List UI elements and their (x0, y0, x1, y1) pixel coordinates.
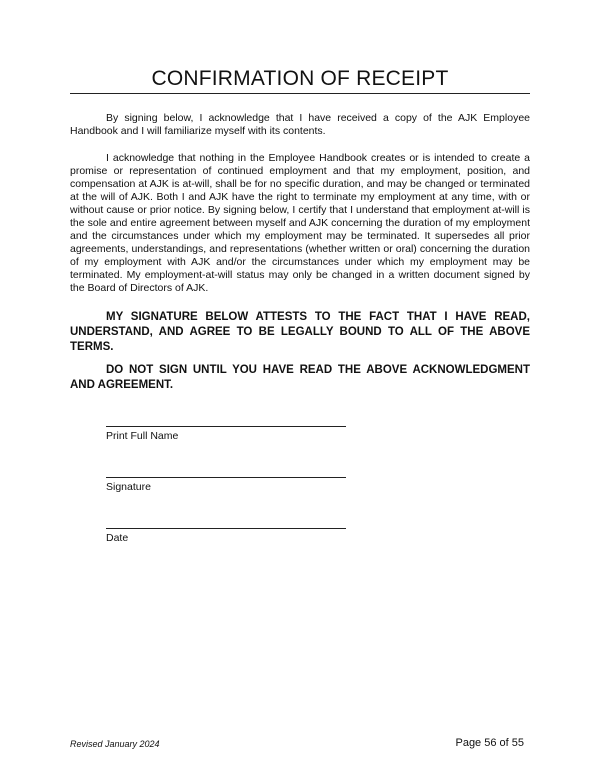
acknowledgment-paragraph: By signing below, I acknowledge that I have received a copy of the AJK Employee Handbook and I will familiarize myself with its contents. (70, 112, 530, 138)
page-title: CONFIRMATION OF RECEIPT (151, 67, 449, 90)
print-name-label: Print Full Name (106, 430, 179, 442)
attestation-statement: MY SIGNATURE BELOW ATTESTS TO THE FACT THAT I HAVE READ, UNDERSTAND, AND AGREE TO BE LEGALLY BOUND TO ALL OF THE ABOVE TERMS. (70, 311, 530, 353)
page-number: Page 56 of 55 (455, 737, 524, 749)
at-will-paragraph: I acknowledge that nothing in the Employee Handbook creates or is intended to create a promise or representation of continued employment and that my employment, position, and compensation at AJK is at-will, shall be for no specific duration, and may be changed or terminated at the will of AJK. Both I and AJK have the right to terminate my employment at any time, with or without cause or prior notice. By signing below, I certify that I understand that employment at-will is the sole and entire agreement between myself and AJK concerning the duration of my employment and the circumstances under which my employment may be terminated. It supersedes all prior agreements, understandings, and representations (whether written or oral) concerning the duration of my employment with AJK and/or the circumstances under which my employment may be terminated. My employment-at-will status may only be changed in a written document signed by the Board of Directors of AJK. (70, 152, 530, 295)
signature-line[interactable] (106, 477, 346, 478)
date-line[interactable] (106, 528, 346, 529)
warning-statement: DO NOT SIGN UNTIL YOU HAVE READ THE ABOVE ACKNOWLEDGMENT AND AGREEMENT. (70, 364, 530, 391)
print-name-line[interactable] (106, 426, 346, 427)
revision-note: Revised January 2024 (70, 739, 160, 749)
title-underline (70, 93, 530, 94)
date-label: Date (106, 532, 129, 544)
signature-label: Signature (106, 481, 151, 493)
